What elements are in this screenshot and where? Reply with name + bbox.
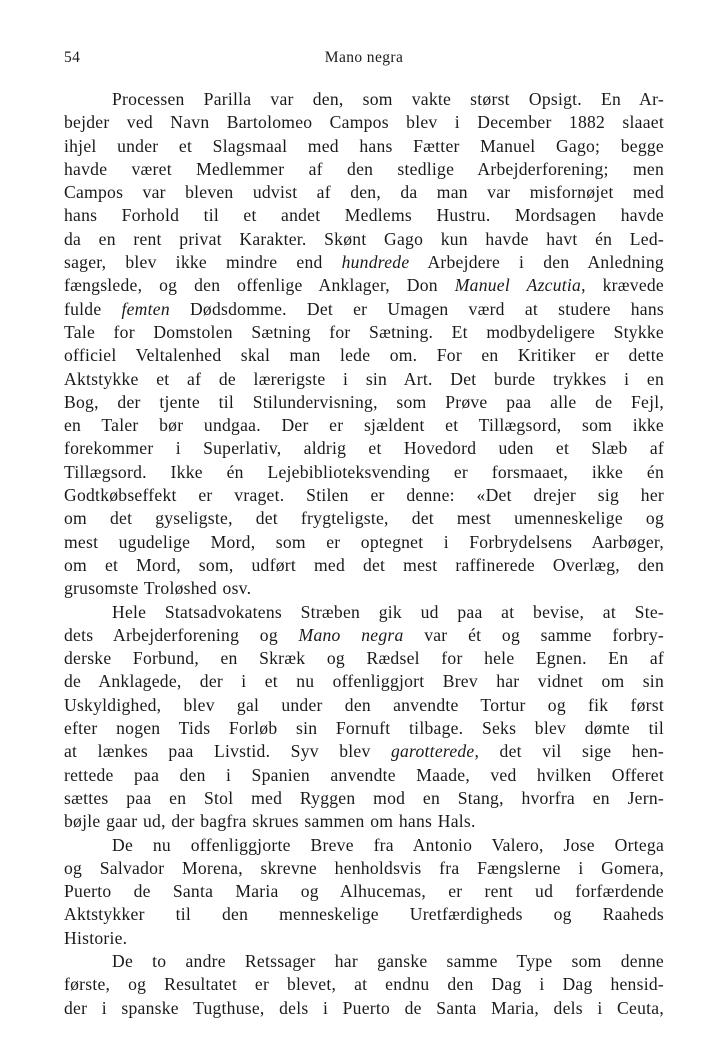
italic-text: Manuel Azcutia (454, 275, 582, 296)
text-segment: Godtkøbseffekt er vraget. Stilen er denne: «Det drejer sig her (64, 485, 664, 506)
text-line (64, 531, 664, 554)
text-line (64, 857, 664, 880)
text-line (64, 577, 664, 600)
text-line (64, 647, 664, 670)
text-line (64, 344, 664, 367)
text-line (64, 670, 664, 693)
text-segment: grusomste Troløshed osv. (64, 578, 252, 599)
text-segment: Tillægsord. Ikke én Lejebiblioteksvending er forsmaaet, ikke én (64, 461, 664, 482)
running-title: Mano negra (324, 49, 404, 66)
text-segment: Processen Parilla var den, som vakte størst Opsigt. En Ar- (112, 89, 664, 109)
italic-text: garotterede (390, 741, 475, 762)
text-line (64, 601, 664, 624)
text-segment: en Taler bør undgaa. Der er sjældent et Tillægsord, som ikke (64, 415, 664, 436)
text-segment: første, og Resultatet er blevet, at endnu den Dag i Dag hensid- (64, 974, 664, 995)
text-line (64, 111, 664, 134)
text-segment: ihjel under et Slagsmaal med hans Fætter Manuel Gago; begge (64, 135, 664, 156)
italic-text: femten (121, 298, 170, 319)
text-segment: Aktstykke et af de lærerigste i sin Art. Det burde trykkes i en (64, 368, 664, 389)
text-segment: sager, blev ikke mindre end (64, 252, 342, 273)
text-line (64, 997, 664, 1020)
text-segment: var ét og samme forbry- (403, 624, 664, 645)
text-segment: bejder ved Navn Bartolomeo Campos blev i December 1882 slaaet (64, 112, 664, 133)
text-line (64, 181, 664, 204)
text-segment: de Anklagede, der i et nu offenliggjort Brev har vidnet om sin (64, 671, 664, 692)
text-line (64, 321, 664, 344)
text-line (64, 880, 664, 903)
text-line (64, 507, 664, 530)
text-segment: rettede paa den i Spanien anvendte Maade, ved hvilken Offeret (64, 764, 664, 785)
text-segment: , krævede (581, 275, 664, 296)
text-segment: Dødsdomme. Det er Umagen værd at studere hans (169, 298, 664, 319)
text-line (64, 368, 664, 391)
text-line (64, 204, 664, 227)
text-segment: efter nogen Tids Forløb sin Fornuft tilbage. Seks blev dømte til (64, 718, 664, 739)
italic-text: hundrede (341, 252, 410, 273)
text-segment: Uskyldighed, blev gal under den anvendte Tortur og fik først (64, 694, 664, 715)
text-line (64, 740, 664, 763)
text-line (64, 554, 664, 577)
text-segment: fulde (64, 298, 122, 319)
text-line (64, 274, 664, 297)
text-line (64, 298, 664, 321)
text-segment: Historie. (64, 927, 128, 948)
text-segment: De to andre Retssager har ganske samme Type som denne (112, 950, 664, 971)
italic-text: Mano negra (298, 624, 404, 645)
page-header (64, 40, 664, 70)
text-line (64, 950, 664, 973)
text-segment: Aktstykker til den menneskelige Uretfærdigheds og Raaheds (64, 904, 664, 925)
text-segment: Puerto de Santa Maria og Alhucemas, er rent ud forfærdende (64, 881, 664, 902)
text-segment: om det gyseligste, det frygteligste, det mest umenneskelige og (64, 508, 664, 529)
text-line (64, 135, 664, 158)
text-line (64, 228, 664, 251)
text-line (64, 764, 664, 787)
text-line (64, 461, 664, 484)
text-segment: og Salvador Morena, skrevne henholdsvis fra Fængslerne i Gomera, (64, 857, 664, 878)
text-segment: mest ugudelige Mord, som er optegnet i Forbrydelsens Aarbøger, (64, 531, 664, 552)
text-segment: dets Arbejderforening og (64, 624, 299, 645)
text-line (64, 437, 664, 460)
text-segment: Hele Statsadvokatens Stræben gik ud paa at bevise, at Ste- (112, 601, 664, 622)
body-text (64, 88, 664, 1020)
text-line (64, 624, 664, 647)
text-segment: bøjle gaar ud, der bagfra skrues sammen om hans Hals. (64, 811, 476, 832)
text-line (64, 810, 664, 833)
text-line (64, 973, 664, 996)
text-segment: Tale for Domstolen Sætning for Sætning. Et modbydeligere Stykke (64, 321, 664, 342)
text-line (64, 787, 664, 810)
text-line (64, 391, 664, 414)
text-line (64, 88, 664, 111)
text-segment: De nu offenliggjorte Breve fra Antonio Valero, Jose Ortega (112, 834, 664, 855)
text-segment: om et Mord, som, udført med det mest raffinerede Overlæg, den (64, 554, 664, 575)
text-line (64, 251, 664, 274)
text-segment: at lænkes paa Livstid. Syv blev (64, 741, 391, 762)
text-segment: da en rent privat Karakter. Skønt Gago kun havde havt én Led- (64, 228, 664, 249)
text-segment: derske Forbund, en Skræk og Rædsel for hele Egnen. En af (64, 648, 664, 669)
text-segment: , det vil sige hen- (474, 741, 664, 762)
text-line (64, 694, 664, 717)
book-page (64, 40, 664, 1020)
page-number: 54 (64, 49, 81, 66)
text-segment: Bog, der tjente til Stilundervisning, som Prøve paa alle de Fejl, (64, 391, 664, 412)
text-segment: Arbejdere i den Anledning (409, 252, 664, 273)
text-segment: hans Forhold til et andet Medlems Hustru. Mordsagen havde (64, 205, 664, 226)
text-segment: sættes paa en Stol med Ryggen mod en Stang, hvorfra en Jern- (64, 787, 664, 808)
text-segment: der i spanske Tugthuse, dels i Puerto de Santa Maria, dels i Ceuta, (64, 997, 664, 1018)
text-line (64, 834, 664, 857)
text-line (64, 903, 664, 926)
text-line (64, 158, 664, 181)
text-line (64, 484, 664, 507)
text-segment: havde været Medlemmer af den stedlige Arbejderforening; men (64, 158, 664, 179)
text-segment: officiel Veltalenhed skal man lede om. For en Kritiker er dette (64, 345, 664, 366)
text-line (64, 927, 664, 950)
text-segment: fængslede, og den offenlige Anklager, Don (64, 275, 455, 296)
text-segment: Campos var bleven udvist af den, da man var misfornøjet med (64, 182, 664, 203)
text-line (64, 717, 664, 740)
text-segment: forekommer i Superlativ, aldrig et Hovedord uden et Slæb af (64, 438, 664, 459)
text-line (64, 414, 664, 437)
